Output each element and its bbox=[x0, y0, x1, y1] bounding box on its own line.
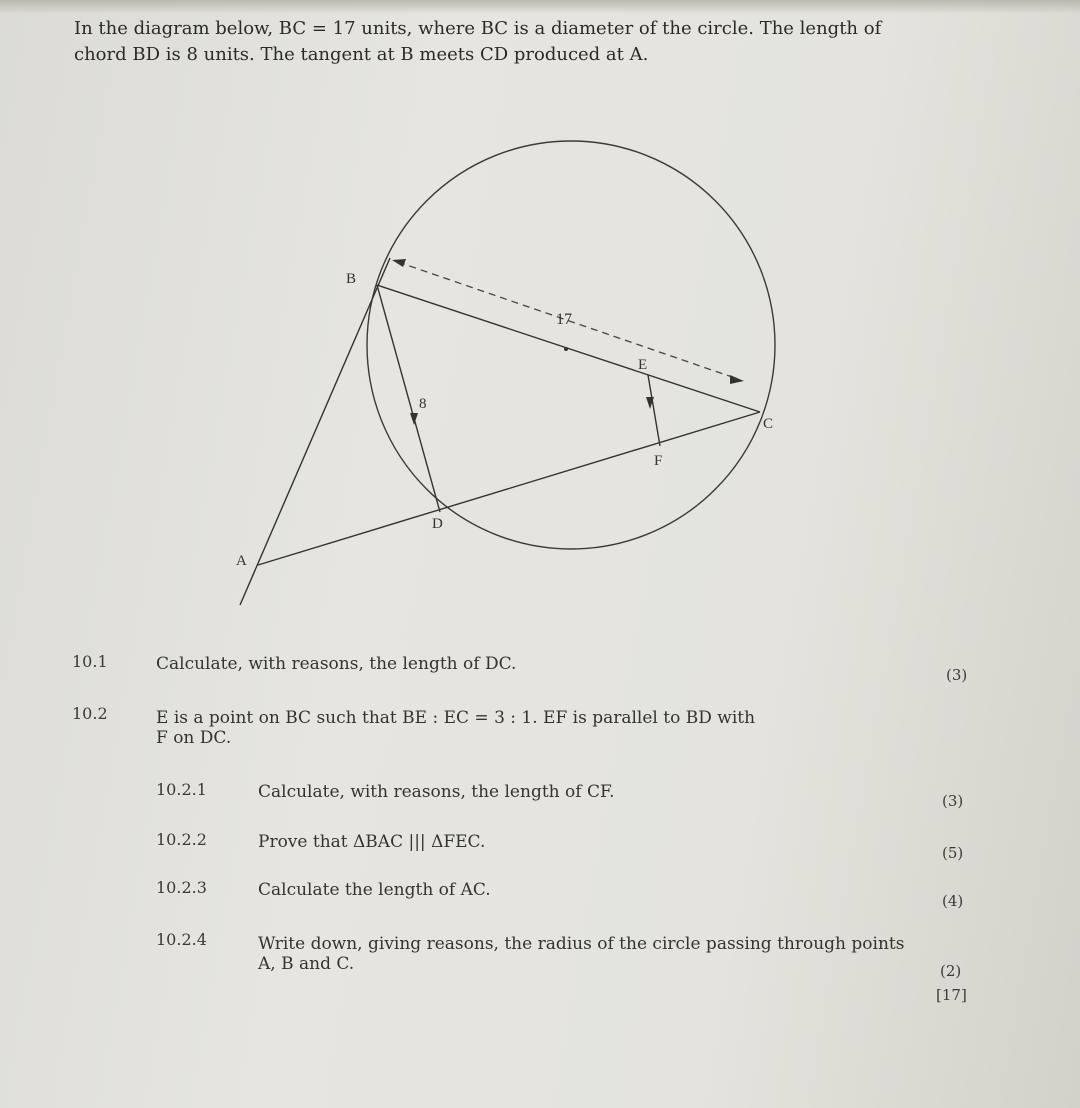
question-text-10-2-2: Prove that ΔBAC ||| ΔFEC. bbox=[258, 832, 486, 852]
question-number-10-2: 10.2 bbox=[72, 704, 108, 723]
question-text-10-1: Calculate, with reasons, the length of DC. bbox=[156, 654, 517, 674]
label-c: C bbox=[763, 416, 774, 432]
circle-center-dot bbox=[564, 347, 568, 351]
question-text-10-2-3: Calculate the length of AC. bbox=[258, 880, 491, 900]
label-a: A bbox=[236, 553, 247, 569]
total-marks: [17] bbox=[936, 986, 967, 1004]
diameter-bc bbox=[377, 285, 760, 412]
marks-10-2-4: (2) bbox=[940, 962, 962, 980]
question-number-10-2-3: 10.2.3 bbox=[156, 878, 207, 897]
intro-line-2: chord BD is 8 units. The tangent at B meets CD produced at A. bbox=[74, 44, 649, 65]
marks-10-1: (3) bbox=[946, 666, 968, 684]
label-bc-17: 17 bbox=[556, 311, 572, 328]
question-number-10-1: 10.1 bbox=[72, 652, 108, 671]
question-text-10-2-1: Calculate, with reasons, the length of CF. bbox=[258, 782, 615, 802]
question-text-10-2-line-1: E is a point on BC such that BE : EC = 3 : 1. EF is parallel to BD with bbox=[156, 708, 756, 728]
segment-ef bbox=[648, 375, 660, 446]
circle bbox=[367, 141, 775, 549]
question-number-10-2-2: 10.2.2 bbox=[156, 830, 207, 849]
question-number-10-2-4: 10.2.4 bbox=[156, 930, 207, 949]
label-e: E bbox=[638, 357, 648, 373]
parallel-arrow-bd-icon bbox=[410, 413, 418, 425]
dimension-arrow-right-icon bbox=[730, 375, 744, 384]
label-d: D bbox=[432, 516, 443, 532]
label-f: F bbox=[654, 453, 663, 469]
marks-10-2-1: (3) bbox=[942, 792, 964, 810]
line-adc bbox=[258, 412, 760, 565]
chord-bd bbox=[377, 285, 440, 512]
tangent-ab bbox=[240, 258, 390, 605]
question-number-10-2-1: 10.2.1 bbox=[156, 780, 207, 799]
question-text-10-2-4-line-2: A, B and C. bbox=[258, 954, 355, 974]
marks-10-2-3: (4) bbox=[942, 892, 964, 910]
marks-10-2-2: (5) bbox=[942, 844, 964, 862]
label-b: B bbox=[346, 271, 357, 287]
intro-line-1: In the diagram below, BC = 17 units, where BC is a diameter of the circle. The length of bbox=[74, 18, 882, 39]
question-text-10-2-line-2: F on DC. bbox=[156, 728, 232, 748]
dimension-arrow-left-icon bbox=[392, 259, 406, 267]
label-bd-8: 8 bbox=[419, 396, 427, 412]
question-text-10-2-4-line-1: Write down, giving reasons, the radius of the circle passing through points bbox=[258, 934, 905, 954]
